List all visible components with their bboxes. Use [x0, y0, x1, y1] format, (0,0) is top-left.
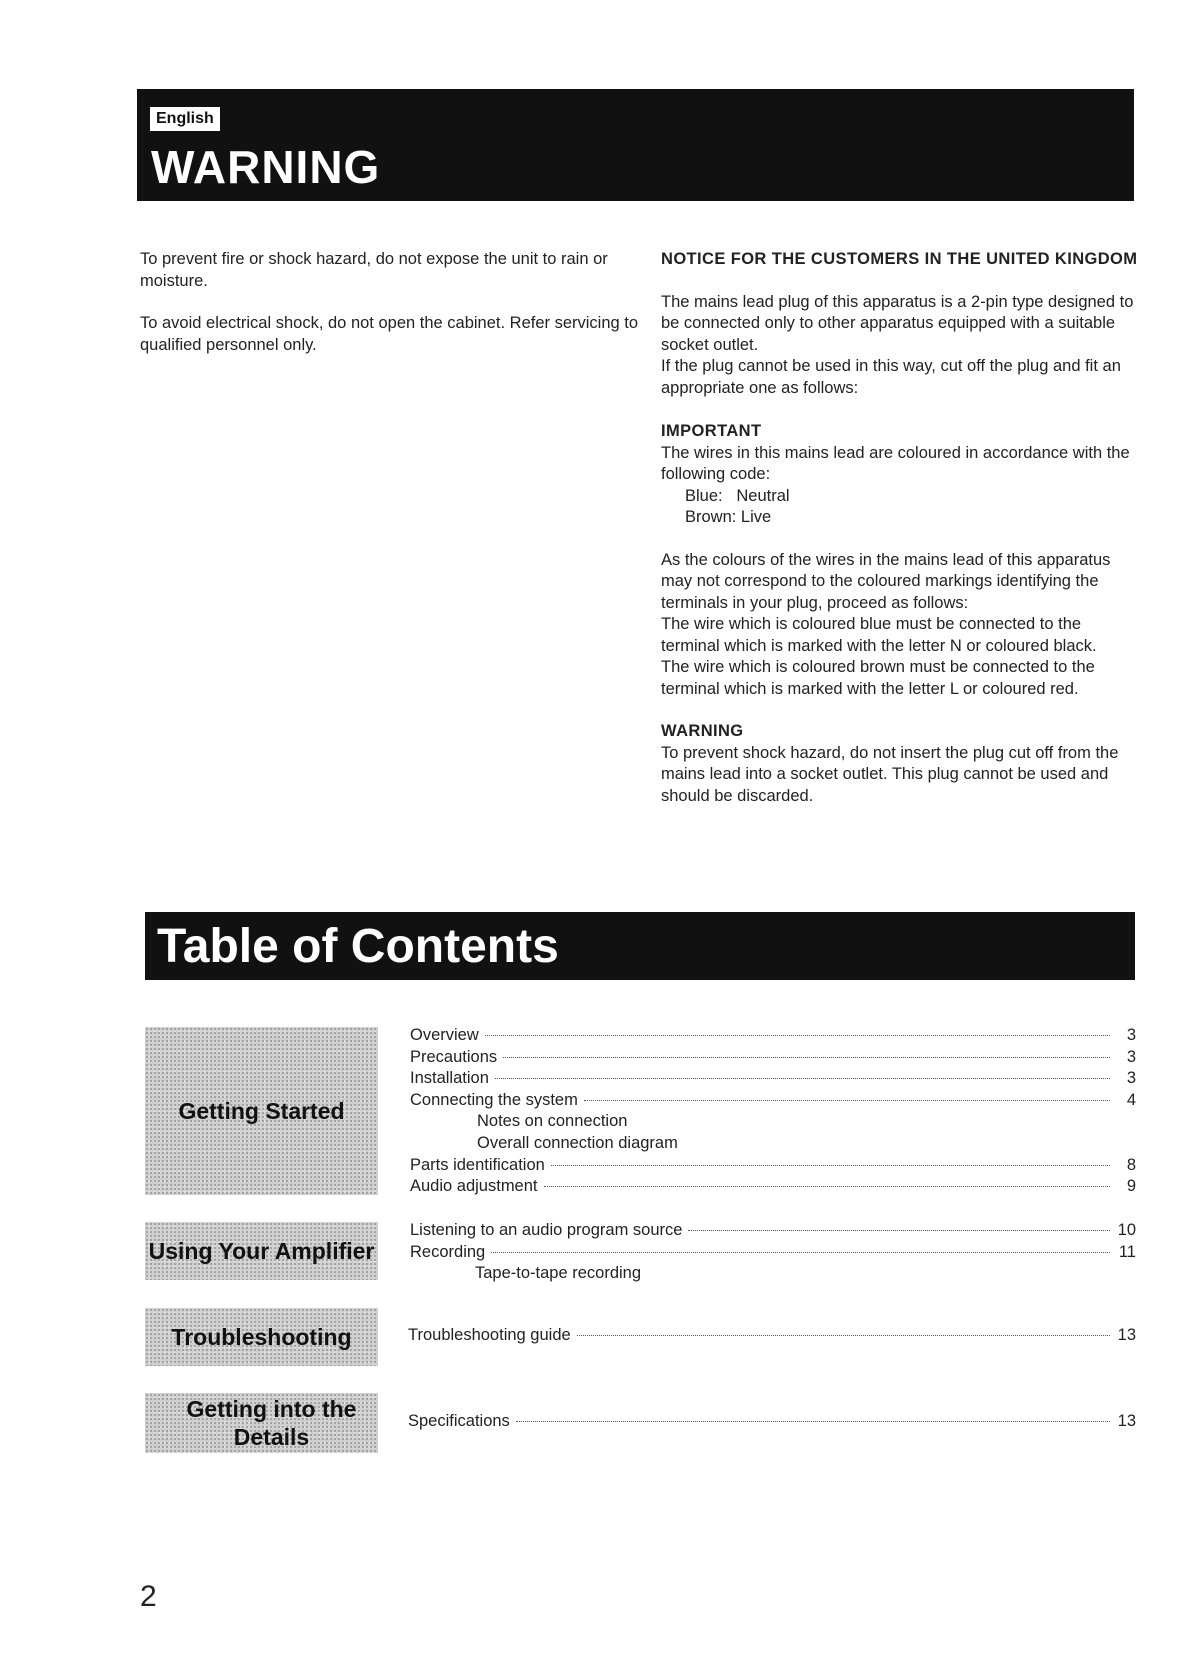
- warning-text: To prevent shock hazard, do not insert the plug cut off from the mains lead into a socket outlet. This plug cannot be used and should be discarded.: [661, 743, 1119, 805]
- page-number: 2: [140, 1580, 157, 1613]
- toc-entry[interactable]: Audio adjustment 9: [410, 1177, 1136, 1196]
- toc-banner: [145, 912, 1135, 980]
- toc-entry[interactable]: Specifications 13: [408, 1412, 1136, 1430]
- toc-subentry[interactable]: Notes on connection: [477, 1112, 628, 1131]
- notice-text-1: The mains lead plug of this apparatus is a 2-pin type designed to be connected only to other apparatus equipped with a suitable socket outlet.: [661, 292, 1134, 354]
- blue-wire-text: The wire which is coloured blue must be connected to the terminal which is marked with the letter N or coloured black.: [661, 615, 1097, 655]
- code-blue: Blue: Neutral: [685, 486, 790, 505]
- section-getting-into-the-details: [145, 1393, 378, 1453]
- toc-entry[interactable]: Listening to an audio program source 10: [410, 1221, 1136, 1239]
- code-brown: Brown: Live: [685, 508, 772, 526]
- section-getting-started: [145, 1027, 378, 1195]
- toc-entry[interactable]: Recording 11: [410, 1242, 1136, 1261]
- toc-entry[interactable]: Troubleshooting guide 13: [408, 1326, 1136, 1344]
- toc-entry[interactable]: Overview 3: [410, 1026, 1136, 1044]
- important-heading: IMPORTANT: [661, 422, 762, 440]
- toc-title: Table of Contents: [157, 920, 559, 973]
- toc-entry[interactable]: Connecting the system 4: [410, 1090, 1136, 1109]
- left-column: [140, 249, 640, 377]
- colours-text: As the colours of the wires in the mains lead of this apparatus may not correspond to the coloured markings identifying the terminals in your plug, proceed as follows:: [661, 550, 1111, 612]
- language-tag: English: [150, 107, 220, 131]
- important-text: The wires in this mains lead are coloured in accordance with the following code:: [661, 443, 1130, 483]
- toc-list-troubleshooting: [408, 1326, 1136, 1348]
- electrical-shock-paragraph: To avoid electrical shock, do not open the cabinet. Refer servicing to qualified personnel only.: [140, 314, 639, 354]
- toc-subentry[interactable]: Overall connection diagram: [477, 1133, 678, 1152]
- section-label: Getting into the Details: [186, 1396, 357, 1450]
- warning-heading: WARNING: [661, 722, 744, 740]
- section-label: Getting Started: [178, 1098, 345, 1124]
- toc-entry[interactable]: Parts identification 8: [410, 1155, 1136, 1174]
- section-label: Troubleshooting: [171, 1324, 352, 1350]
- fire-shock-paragraph: To prevent fire or shock hazard, do not expose the unit to rain or moisture.: [140, 250, 608, 290]
- toc-list-getting-started: [410, 1026, 1136, 1199]
- warning-title: WARNING: [151, 141, 381, 193]
- section-troubleshooting: [145, 1308, 378, 1366]
- warning-banner: [137, 89, 1134, 201]
- toc-entry[interactable]: Precautions 3: [410, 1047, 1136, 1066]
- toc-subentry[interactable]: Tape-to-tape recording: [475, 1264, 642, 1283]
- toc-entry[interactable]: Installation 3: [410, 1069, 1136, 1088]
- toc-list-getting-into-the-details: [408, 1412, 1136, 1434]
- section-using-your-amplifier: [145, 1222, 378, 1280]
- toc-list-using-your-amplifier: [410, 1221, 1136, 1286]
- right-column: [661, 249, 1141, 807]
- brown-wire-text: The wire which is coloured brown must be connected to the terminal which is marked with the letter L or coloured red.: [661, 658, 1095, 698]
- section-label: Using Your Amplifier: [148, 1238, 375, 1264]
- notice-text-2: If the plug cannot be used in this way, cut off the plug and fit an appropriate one as follows:: [661, 357, 1121, 397]
- notice-heading: NOTICE FOR THE CUSTOMERS IN THE UNITED KINGDOM: [661, 250, 1138, 268]
